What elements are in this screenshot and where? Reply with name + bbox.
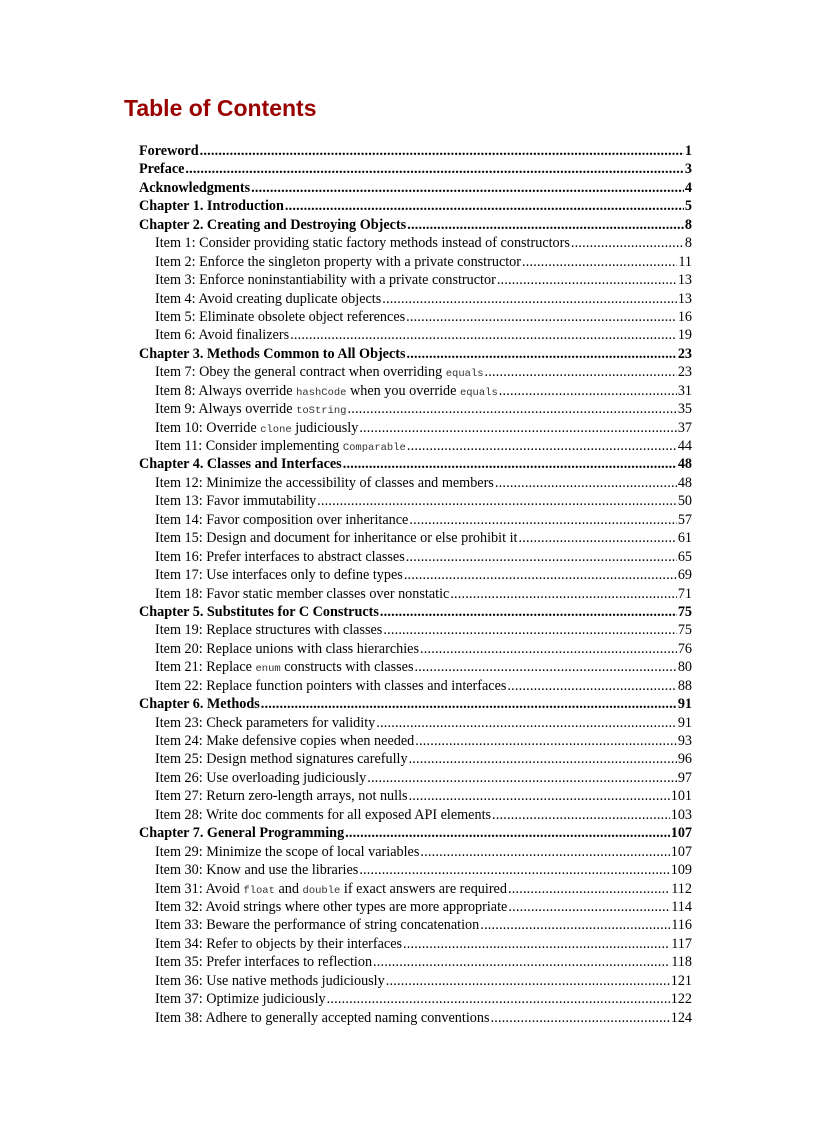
dot-leader xyxy=(522,253,677,271)
dot-leader xyxy=(347,400,676,418)
toc-item-entry[interactable] xyxy=(139,548,692,566)
toc-entry-label xyxy=(155,990,326,1008)
label-text: Item 2: Enforce the singleton property with a private constructor xyxy=(155,253,522,270)
toc-item-entry[interactable] xyxy=(139,419,692,437)
toc-entry-label xyxy=(155,732,414,750)
dot-leader xyxy=(367,769,677,787)
label-text: Chapter 5. Substitutes for C Constructs xyxy=(139,603,379,620)
toc-entry-label xyxy=(155,511,408,529)
dot-leader xyxy=(285,197,684,215)
dot-leader xyxy=(327,990,670,1008)
label-text: Item 14: Favor composition over inheritance xyxy=(155,511,409,528)
code-term: equals xyxy=(459,386,498,399)
dot-leader xyxy=(420,843,669,861)
label-text: and xyxy=(274,880,303,897)
dot-leader xyxy=(404,566,677,584)
label-text: Item 10: Override xyxy=(155,419,261,436)
toc-page-number: 124 xyxy=(670,1009,692,1026)
toc-item-entry[interactable] xyxy=(139,953,692,971)
toc-page-number: 107 xyxy=(670,825,692,842)
label-text: Item 33: Beware the performance of string concatenation xyxy=(155,917,480,934)
toc-chapter-entry[interactable] xyxy=(139,142,692,160)
toc-entry-label xyxy=(155,419,358,437)
toc-entry-label xyxy=(139,603,379,621)
toc-page-number: 50 xyxy=(677,493,692,510)
dot-leader xyxy=(382,290,677,308)
dot-leader xyxy=(415,732,677,750)
toc-entry-label xyxy=(155,1009,489,1027)
dot-leader xyxy=(508,880,670,898)
label-text: Item 24: Make defensive copies when needed xyxy=(155,733,415,749)
label-text: Chapter 3. Methods Common to All Objects xyxy=(139,345,406,362)
code-term: enum xyxy=(255,663,281,676)
toc-page-number: 44 xyxy=(677,438,692,454)
toc-page-number: 19 xyxy=(677,327,692,344)
toc-page-number: 4 xyxy=(684,179,692,196)
toc-entry-label xyxy=(139,695,260,713)
code-term: clone xyxy=(260,423,292,436)
toc-entry-label xyxy=(155,566,403,584)
toc-page-number: 121 xyxy=(670,972,692,989)
dot-leader xyxy=(492,806,670,824)
label-text: Item 38: Adhere to generally accepted naming conventions xyxy=(155,1009,490,1026)
dot-leader xyxy=(497,271,677,289)
label-text: Item 11: Consider implementing xyxy=(155,438,343,454)
toc-entry-label xyxy=(155,769,366,787)
toc-item-entry[interactable] xyxy=(139,658,692,676)
toc-item-entry[interactable] xyxy=(139,677,692,695)
toc-page-number: 96 xyxy=(677,751,692,768)
toc-page-number: 103 xyxy=(670,806,692,823)
label-text: Chapter 6. Methods xyxy=(139,696,260,713)
toc-page-number: 37 xyxy=(677,419,692,436)
toc-item-entry[interactable] xyxy=(139,585,692,603)
dot-leader xyxy=(409,750,677,768)
dot-leader xyxy=(386,972,670,990)
toc-item-entry[interactable] xyxy=(139,787,692,805)
toc-item-entry[interactable] xyxy=(139,935,692,953)
toc-entry-label xyxy=(155,548,405,566)
toc-page-number: 101 xyxy=(670,788,692,805)
toc-chapter-entry[interactable] xyxy=(139,603,692,621)
dot-leader xyxy=(480,916,670,934)
dot-leader xyxy=(317,492,677,510)
toc-page-number: 88 xyxy=(677,677,692,694)
label-text: Item 30: Know and use the libraries xyxy=(155,862,359,879)
label-text: Item 12: Minimize the accessibility of classes and members xyxy=(155,474,494,491)
toc-list xyxy=(139,142,692,1027)
toc-page-number: 48 xyxy=(677,456,692,473)
toc-entry-label xyxy=(139,824,344,842)
dot-leader xyxy=(407,216,684,234)
toc-chapter-entry[interactable] xyxy=(139,455,692,473)
toc-page-number: 48 xyxy=(677,474,692,491)
label-text: Item 31: Avoid xyxy=(155,880,244,897)
label-text: Item 22: Replace function pointers with classes and interfaces xyxy=(155,677,507,694)
toc-chapter-entry[interactable] xyxy=(139,345,692,363)
label-text: Preface xyxy=(139,161,185,178)
toc-entry-label xyxy=(155,529,517,547)
toc-page-number: 117 xyxy=(671,935,692,952)
toc-page-number: 71 xyxy=(677,585,692,602)
toc-item-entry[interactable] xyxy=(139,437,692,455)
toc-item-entry[interactable] xyxy=(139,290,692,308)
toc-page-number: 16 xyxy=(677,308,692,325)
toc-item-entry[interactable] xyxy=(139,806,692,824)
dot-leader xyxy=(490,1009,669,1027)
dot-leader xyxy=(261,695,677,713)
toc-page-number: 80 xyxy=(677,659,692,676)
dot-leader xyxy=(373,953,670,971)
label-text: Chapter 4. Classes and Interfaces xyxy=(139,456,342,473)
toc-entry-label xyxy=(155,916,479,934)
label-text: Item 13: Favor immutability xyxy=(155,493,317,510)
toc-page-number: 114 xyxy=(671,898,692,915)
dot-leader xyxy=(518,529,676,547)
dot-leader xyxy=(185,160,683,178)
toc-page-number: 122 xyxy=(670,991,692,1008)
toc-item-entry[interactable] xyxy=(139,1009,692,1027)
label-text: Item 9: Always override xyxy=(155,401,297,418)
toc-page-number: 118 xyxy=(671,954,692,971)
dot-leader xyxy=(414,658,676,676)
label-text: Item 16: Prefer interfaces to abstract classes xyxy=(155,548,405,565)
toc-entry-label xyxy=(155,271,496,289)
toc-page-number: 1 xyxy=(684,143,692,159)
dot-leader xyxy=(508,898,670,916)
toc-item-entry[interactable] xyxy=(139,253,692,271)
toc-item-entry[interactable] xyxy=(139,880,692,898)
label-text: judiciously xyxy=(291,419,359,436)
toc-page-number: 75 xyxy=(677,622,692,639)
dot-leader xyxy=(251,179,684,197)
code-term: Comparable xyxy=(342,442,406,454)
label-text: Item 7: Obey the general contract when overriding xyxy=(155,364,446,381)
dot-leader xyxy=(359,861,669,879)
dot-leader xyxy=(485,363,677,381)
label-text: Item 23: Check parameters for validity xyxy=(155,714,376,731)
label-text: Item 15: Design and document for inheritance or else prohibit it xyxy=(155,530,518,547)
toc-entry-label xyxy=(155,677,506,695)
toc-entry-label xyxy=(155,935,402,953)
toc-entry-label xyxy=(155,290,381,308)
dot-leader xyxy=(345,824,670,842)
toc-page-number: 93 xyxy=(677,733,692,749)
toc-entry-label xyxy=(155,363,484,381)
toc-item-entry[interactable] xyxy=(139,972,692,990)
label-text: if exact answers are required xyxy=(340,880,507,897)
toc-entry-label xyxy=(155,750,408,768)
label-text: Item 20: Replace unions with class hierarchies xyxy=(155,640,419,657)
toc-page-number: 23 xyxy=(677,364,692,381)
toc-item-entry[interactable] xyxy=(139,474,692,492)
toc-entry-label xyxy=(139,455,342,473)
label-text: Item 17: Use interfaces only to define types xyxy=(155,567,403,584)
toc-page-number: 8 xyxy=(684,216,692,233)
toc-item-entry[interactable] xyxy=(139,769,692,787)
toc-page-number: 65 xyxy=(677,548,692,565)
toc-entry-label xyxy=(139,197,284,215)
toc-page-number: 35 xyxy=(677,401,692,418)
label-text: Acknowledgments xyxy=(139,179,251,196)
toc-item-entry[interactable] xyxy=(139,308,692,326)
code-term: equals xyxy=(445,368,484,381)
toc-entry-label xyxy=(155,234,570,252)
toc-entry-label xyxy=(139,216,406,234)
toc-entry-label xyxy=(139,179,250,197)
toc-item-entry[interactable] xyxy=(139,990,692,1008)
toc-entry-label xyxy=(155,658,413,676)
toc-chapter-entry[interactable] xyxy=(139,197,692,215)
toc-item-entry[interactable] xyxy=(139,640,692,658)
toc-entry-label xyxy=(155,953,372,971)
toc-item-entry[interactable] xyxy=(139,750,692,768)
code-term: double xyxy=(302,884,341,897)
toc-entry-label xyxy=(155,787,408,805)
toc-item-entry[interactable] xyxy=(139,916,692,934)
toc-entry-label xyxy=(155,400,346,418)
toc-entry-label xyxy=(155,326,289,344)
toc-page-number: 112 xyxy=(671,880,692,897)
dot-leader xyxy=(420,640,677,658)
toc-entry-label xyxy=(155,972,385,990)
label-text: Item 25: Design method signatures carefully xyxy=(155,751,408,768)
toc-chapter-entry[interactable] xyxy=(139,824,692,842)
toc-item-entry[interactable] xyxy=(139,271,692,289)
label-text: Item 34: Refer to objects by their interfaces xyxy=(155,935,403,952)
dot-leader xyxy=(499,382,677,400)
toc-chapter-entry[interactable] xyxy=(139,160,692,178)
toc-item-entry[interactable] xyxy=(139,400,692,418)
dot-leader xyxy=(290,326,677,344)
label-text: Item 26: Use overloading judiciously xyxy=(155,769,367,786)
toc-entry-label xyxy=(155,861,358,879)
toc-entry-label xyxy=(139,160,184,178)
toc-item-entry[interactable] xyxy=(139,621,692,639)
label-text: Item 32: Avoid strings where other types are more appropriate xyxy=(155,898,508,915)
label-text: Item 4: Avoid creating duplicate objects xyxy=(155,290,382,307)
dot-leader xyxy=(380,603,677,621)
toc-chapter-entry[interactable] xyxy=(139,179,692,197)
toc-page-number: 109 xyxy=(670,862,692,879)
toc-entry-label xyxy=(155,253,521,271)
toc-entry-label xyxy=(155,437,406,455)
toc-page-number: 13 xyxy=(677,272,692,289)
toc-item-entry[interactable] xyxy=(139,529,692,547)
toc-item-entry[interactable] xyxy=(139,898,692,916)
code-term: toString xyxy=(296,405,347,418)
toc-page-number: 11 xyxy=(678,253,692,270)
toc-page-number: 13 xyxy=(677,290,692,307)
toc-chapter-entry[interactable] xyxy=(139,216,692,234)
dot-leader xyxy=(406,308,677,326)
toc-page-number: 76 xyxy=(677,640,692,657)
page-title: Table of Contents xyxy=(124,95,317,121)
toc-entry-label xyxy=(155,880,507,898)
toc-page-number: 23 xyxy=(677,345,692,362)
toc-item-entry[interactable] xyxy=(139,234,692,252)
toc-item-entry[interactable] xyxy=(139,511,692,529)
label-text: Chapter 2. Creating and Destroying Objects xyxy=(139,216,407,233)
label-text: Item 28: Write doc comments for all exposed API elements xyxy=(155,806,492,823)
label-text: Item 36: Use native methods judiciously xyxy=(155,972,385,989)
toc-entry-label xyxy=(139,345,406,363)
dot-leader xyxy=(407,345,677,363)
label-text: Foreword xyxy=(139,143,199,159)
code-term: hashCode xyxy=(296,386,347,399)
dot-leader xyxy=(406,548,677,566)
label-text: Item 27: Return zero-length arrays, not nulls xyxy=(155,788,408,805)
dot-leader xyxy=(403,935,670,953)
dot-leader xyxy=(571,234,684,252)
dot-leader xyxy=(409,511,676,529)
toc-page-number: 116 xyxy=(671,917,692,934)
dot-leader xyxy=(343,455,677,473)
toc-entry-label xyxy=(155,714,375,732)
label-text: Item 29: Minimize the scope of local variables xyxy=(155,843,420,860)
label-text: constructs with classes xyxy=(280,659,414,676)
label-text: when you override xyxy=(346,382,460,399)
label-text: Item 8: Always override xyxy=(155,382,297,399)
label-text: Item 37: Optimize judiciously xyxy=(155,991,326,1008)
label-text: Item 1: Consider providing static factory methods instead of constructors xyxy=(155,235,570,252)
label-text: Chapter 7. General Programming xyxy=(139,825,345,842)
label-text: Item 35: Prefer interfaces to reflection xyxy=(155,954,373,971)
dot-leader xyxy=(450,585,677,603)
toc-page-number: 57 xyxy=(677,511,692,528)
toc-item-entry[interactable] xyxy=(139,566,692,584)
toc-item-entry[interactable] xyxy=(139,363,692,381)
toc-entry-label xyxy=(155,308,405,326)
dot-leader xyxy=(407,437,677,455)
label-text: Item 19: Replace structures with classes xyxy=(155,622,383,639)
dot-leader xyxy=(376,714,677,732)
dot-leader xyxy=(359,419,677,437)
label-text: Item 3: Enforce noninstantiability with a private constructor xyxy=(155,272,496,289)
label-text: Item 18: Favor static member classes over nonstatic xyxy=(155,585,450,602)
toc-entry-label xyxy=(155,474,494,492)
toc-page-number: 31 xyxy=(677,382,692,399)
toc-entry-label xyxy=(155,898,507,916)
toc-item-entry[interactable] xyxy=(139,492,692,510)
toc-page-number: 69 xyxy=(677,567,692,584)
toc-page-number: 97 xyxy=(677,769,692,786)
toc-page-number: 5 xyxy=(684,198,692,215)
toc-entry-label xyxy=(155,492,316,510)
toc-item-entry[interactable] xyxy=(139,326,692,344)
toc-page-number: 91 xyxy=(677,696,692,713)
toc-page-number: 8 xyxy=(684,235,692,252)
toc-entry-label xyxy=(155,585,449,603)
toc-page-number: 75 xyxy=(677,603,692,620)
dot-leader xyxy=(383,621,676,639)
toc-item-entry[interactable] xyxy=(139,382,692,400)
label-text: Item 6: Avoid finalizers xyxy=(155,327,290,344)
label-text: Chapter 1. Introduction xyxy=(139,198,284,215)
toc-entry-label xyxy=(155,640,419,658)
label-text: Item 5: Eliminate obsolete object references xyxy=(155,308,406,325)
toc-entry-label xyxy=(155,843,419,861)
dot-leader xyxy=(409,787,670,805)
toc-page-number: 3 xyxy=(684,161,692,178)
dot-leader xyxy=(495,474,677,492)
toc-entry-label xyxy=(139,142,199,160)
dot-leader xyxy=(507,677,676,695)
code-term: float xyxy=(243,884,275,897)
toc-item-entry[interactable] xyxy=(139,861,692,879)
toc-entry-label xyxy=(155,382,498,400)
dot-leader xyxy=(200,142,684,160)
toc-page-number: 61 xyxy=(677,530,692,547)
toc-entry-label xyxy=(155,621,382,639)
toc-entry-label xyxy=(155,806,491,824)
toc-item-entry[interactable] xyxy=(139,843,692,861)
toc-item-entry[interactable] xyxy=(139,732,692,750)
toc-item-entry[interactable] xyxy=(139,714,692,732)
toc-chapter-entry[interactable] xyxy=(139,695,692,713)
toc-page-number: 91 xyxy=(677,714,692,731)
toc-page-number: 107 xyxy=(670,843,692,860)
label-text: Item 21: Replace xyxy=(155,659,256,676)
